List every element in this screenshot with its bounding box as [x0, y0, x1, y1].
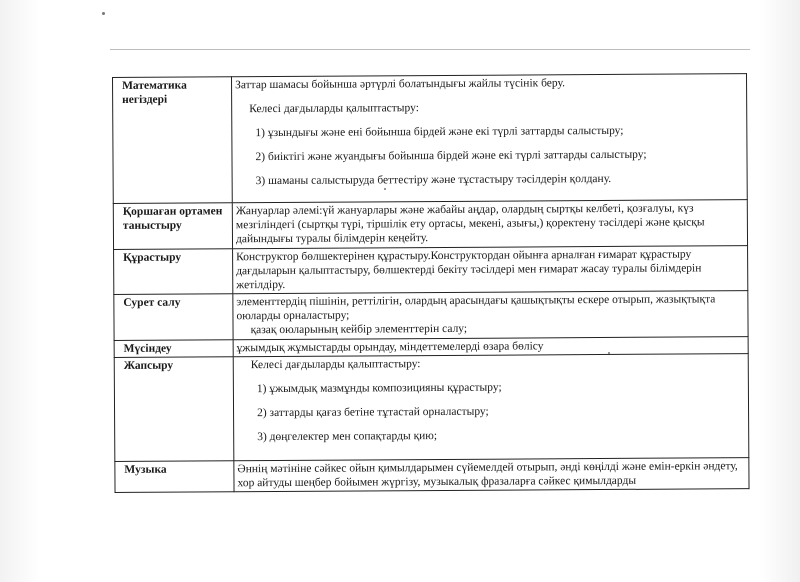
table-row [114, 246, 748, 295]
content-line: 2) биіктігі және жуандығы бойынша бірдей және екі түрлі заттарды салыстыру; [255, 148, 647, 164]
content-cell [234, 458, 749, 492]
content-cell [233, 246, 748, 294]
content-line: Келесі дағдыларды қалыптастыру: [250, 358, 421, 372]
subject-label: Математика негіздері [122, 79, 187, 106]
subject-label: Құрастыру [123, 251, 182, 264]
subject-cell [113, 77, 233, 204]
content-line: 3) шаманы салыстыруда беттестіру және тұстастыру тәсілдерін қолдану. [255, 172, 612, 188]
subject-cell [114, 294, 233, 341]
subject-label: Мүсіндеу [123, 342, 172, 355]
subject-label: Жапсыру [123, 359, 174, 372]
content-line: Келесі дағдыларды қалыптастыру: [249, 102, 419, 116]
content-cell [232, 200, 747, 249]
subject-cell [114, 357, 234, 462]
subject-label: Музыка [124, 463, 167, 476]
table-row [114, 291, 748, 341]
scan-speck [102, 12, 105, 15]
content-line: қазақ оюларының кейбір элементтерін салу; [250, 322, 468, 337]
subject-cell [113, 203, 232, 250]
subject-cell [115, 461, 234, 493]
content-line: Жануарлар әлемі:үй жануарлары және жабайы аңдар, олардың сыртқы келбеті, қозғалуы, күз мезгіліндегі (сыртқы түрі, тіршілік ету ортасы, мекені, азығы,) қоректену тәсілдері және қысқы дайындығы туралы білімдерін кеңейту. [235, 202, 705, 246]
subject-label: Сурет салу [123, 296, 181, 309]
content-cell [232, 74, 748, 203]
content-line: 1) ұжымдық мазмұнды композицияны құрастыру; [256, 381, 502, 396]
content-line: Заттар шамасы бойынша әртүрлі болатындығы жайлы түсінік беру. [235, 77, 566, 92]
content-line: Әннің мәтініне сәйкес ойын қимылдарымен сүйемелдей отырып, әнді көңілді және емін-еркін әндету, хор айтуды шеңбер бойымен жүргізу, музыкалық фразаларға сәйкес қимылдарды [237, 460, 738, 490]
page-edge-line [110, 49, 750, 50]
content-cell [233, 354, 749, 461]
subject-cell [114, 249, 233, 295]
table-row [115, 458, 749, 493]
table-row [113, 200, 747, 250]
content-line: Конструктор бөлшектерінен құрастыру.Конструктордан ойынға арналған ғимарат құрастыру дағдыларын қалыптастыру, бөлшектерді бекіту тәсілдері мен ғимарат жасау туралы білімдерін жетілдіру. [236, 248, 702, 292]
subject-cell [114, 340, 233, 358]
content-cell [233, 291, 748, 340]
curriculum-table [112, 73, 750, 493]
table-row [113, 74, 748, 204]
content-line: 3) дөңгелектер мен сопақтарды қию; [257, 430, 438, 444]
content-line: ұжымдық жұмыстарды орындау, міндеттемелерді өзара бөлісу [236, 340, 544, 355]
subject-label: Қоршаған ортамен таныстыру [122, 205, 223, 232]
content-line: элементтердің пішінін, реттілігін, олардың арасындағы қашықтықты ескере отырып, жазықтықта оюларды орналастыру; [236, 293, 716, 323]
table-row [114, 354, 749, 462]
content-line: 1) ұзындығы және ені бойынша бірдей және екі түрлі заттарды салыстыру; [255, 124, 624, 140]
content-line: 2) заттарды қағаз бетіне тұтастай орналастыру; [257, 405, 489, 420]
